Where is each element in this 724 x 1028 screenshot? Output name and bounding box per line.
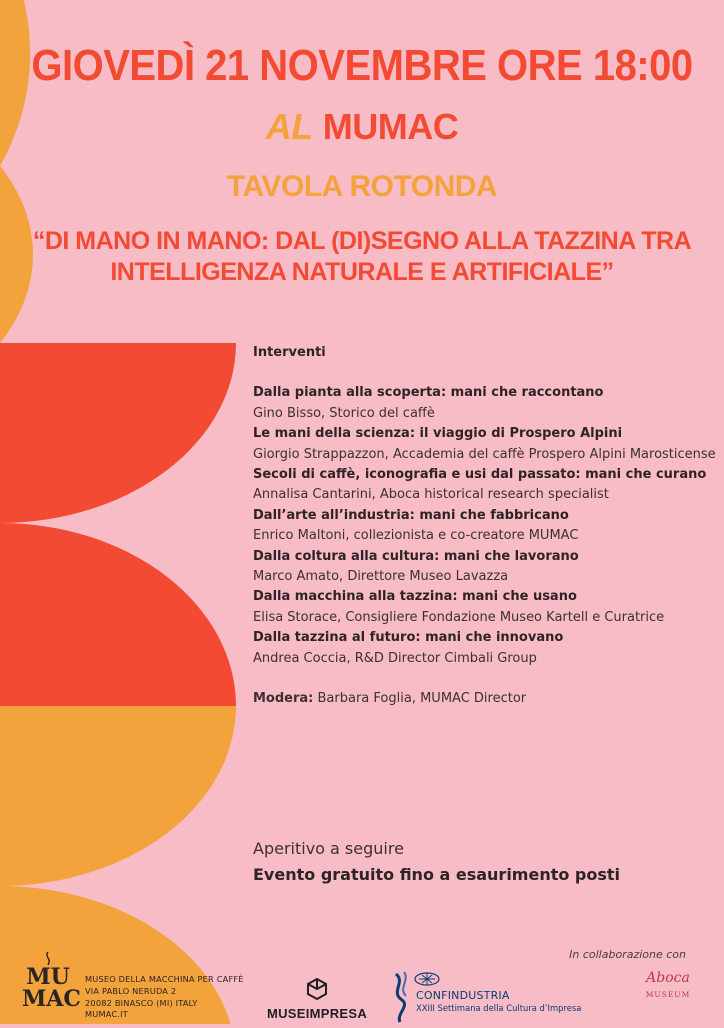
event-title-line-1: “DI MANO IN MANO: DAL (DI)SEGNO ALLA TAZZINA TRA <box>32 227 692 255</box>
program-heading: Interventi <box>253 345 326 360</box>
talk-speaker: Enrico Maltoni, collezionista e co-creatore MUMAC <box>253 528 579 544</box>
talk-item <box>253 628 723 669</box>
address-line: VIA PABLO NERUDA 2 <box>85 985 177 996</box>
event-date-headline: GIOVEDÌ 21 NOVEMBRE ORE 18:00 <box>31 42 693 90</box>
confindustria-subtitle: XXIII Settimana della Cultura d’Impresa <box>416 1003 582 1013</box>
confindustria-name: CONFINDUSTRIA <box>416 989 510 1002</box>
confindustria-logo <box>392 970 582 1028</box>
talk-title: Dalla coltura alla cultura: mani che lavorano <box>253 548 579 564</box>
moderator-line <box>253 689 723 709</box>
address-line: MUSEO DELLA MACCHINA PER CAFFÈ <box>85 974 244 984</box>
museimpresa-name: MUSEIMPRESA <box>266 1006 368 1021</box>
aboca-name: Aboca <box>646 970 690 986</box>
talk-speaker: Annalisa Cantarini, Aboca historical research specialist <box>253 487 609 503</box>
cube-icon <box>307 978 327 1000</box>
talk-speaker: Elisa Storace, Consigliere Fondazione Museo Kartell e Curatrice <box>253 609 665 625</box>
talk-title: Le mani della scienza: il viaggio di Prospero Alpini <box>253 426 623 442</box>
event-venue-line <box>0 106 724 148</box>
talk-item <box>253 587 723 628</box>
talk-item <box>253 383 723 424</box>
talk-item <box>253 465 723 506</box>
red-semicircle-2 <box>0 523 236 706</box>
talk-title: Dalla macchina alla tazzina: mani che usano <box>253 589 577 605</box>
talk-item <box>253 506 723 547</box>
moderator-name: Barbara Foglia, MUMAC Director <box>317 691 527 707</box>
mumac-logo-bottom: MAC <box>22 986 81 1012</box>
closing-notes <box>253 836 620 888</box>
talk-speaker: Gino Bisso, Storico del caffè <box>253 405 435 421</box>
talk-title: Dall’arte all’industria: mani che fabbricano <box>253 507 569 523</box>
aperitivo-line: Aperitivo a seguire <box>253 839 404 858</box>
talk-speaker: Andrea Coccia, R&D Director Cimbali Group <box>253 650 537 666</box>
talk-title: Dalla pianta alla scoperta: mani che raccontano <box>253 385 604 401</box>
museimpresa-logo <box>265 978 369 1021</box>
program-section <box>253 343 723 710</box>
event-type: TAVOLA ROTONDA <box>226 170 498 203</box>
aboca-subtitle: MUSEUM <box>645 990 691 999</box>
event-title-line-2: INTELLIGENZA NATURALE E ARTIFICIALE” <box>110 258 614 286</box>
collaboration-label: In collaborazione con <box>569 948 686 961</box>
talk-title: Secoli di caffè, iconografia e usi dal passato: mani che curano <box>253 467 707 483</box>
red-semicircle-1 <box>0 343 236 523</box>
address-line: MUMAC.IT <box>85 1009 128 1020</box>
footer <box>0 940 724 1024</box>
event-title <box>0 226 724 288</box>
moderator-label: Modera: <box>253 691 314 707</box>
confindustria-eagle-icon <box>414 970 440 986</box>
venue-prefix: AL <box>265 106 313 147</box>
talk-title: Dalla tazzina al futuro: mani che innovano <box>253 630 564 646</box>
address-line: 20082 BINASCO (MI) ITALY <box>85 997 198 1008</box>
aboca-museum-logo <box>640 970 696 999</box>
mumac-logo-top: MU <box>26 964 70 990</box>
steam-icon <box>42 952 54 966</box>
venue-name: MUMAC <box>322 106 459 147</box>
free-event-line: Evento gratuito fino a esaurimento posti <box>253 865 621 884</box>
mumac-address <box>85 974 244 1021</box>
confindustria-emblem-icon <box>392 970 414 1024</box>
talk-item <box>253 547 723 588</box>
talk-speaker: Marco Amato, Direttore Museo Lavazza <box>253 569 509 585</box>
mumac-logo <box>22 964 81 1018</box>
talk-speaker: Giorgio Strappazzon, Accademia del caffè Prospero Alpini Marosticense <box>253 446 716 462</box>
orange-semicircle-3 <box>0 706 236 886</box>
talk-item <box>253 424 723 465</box>
